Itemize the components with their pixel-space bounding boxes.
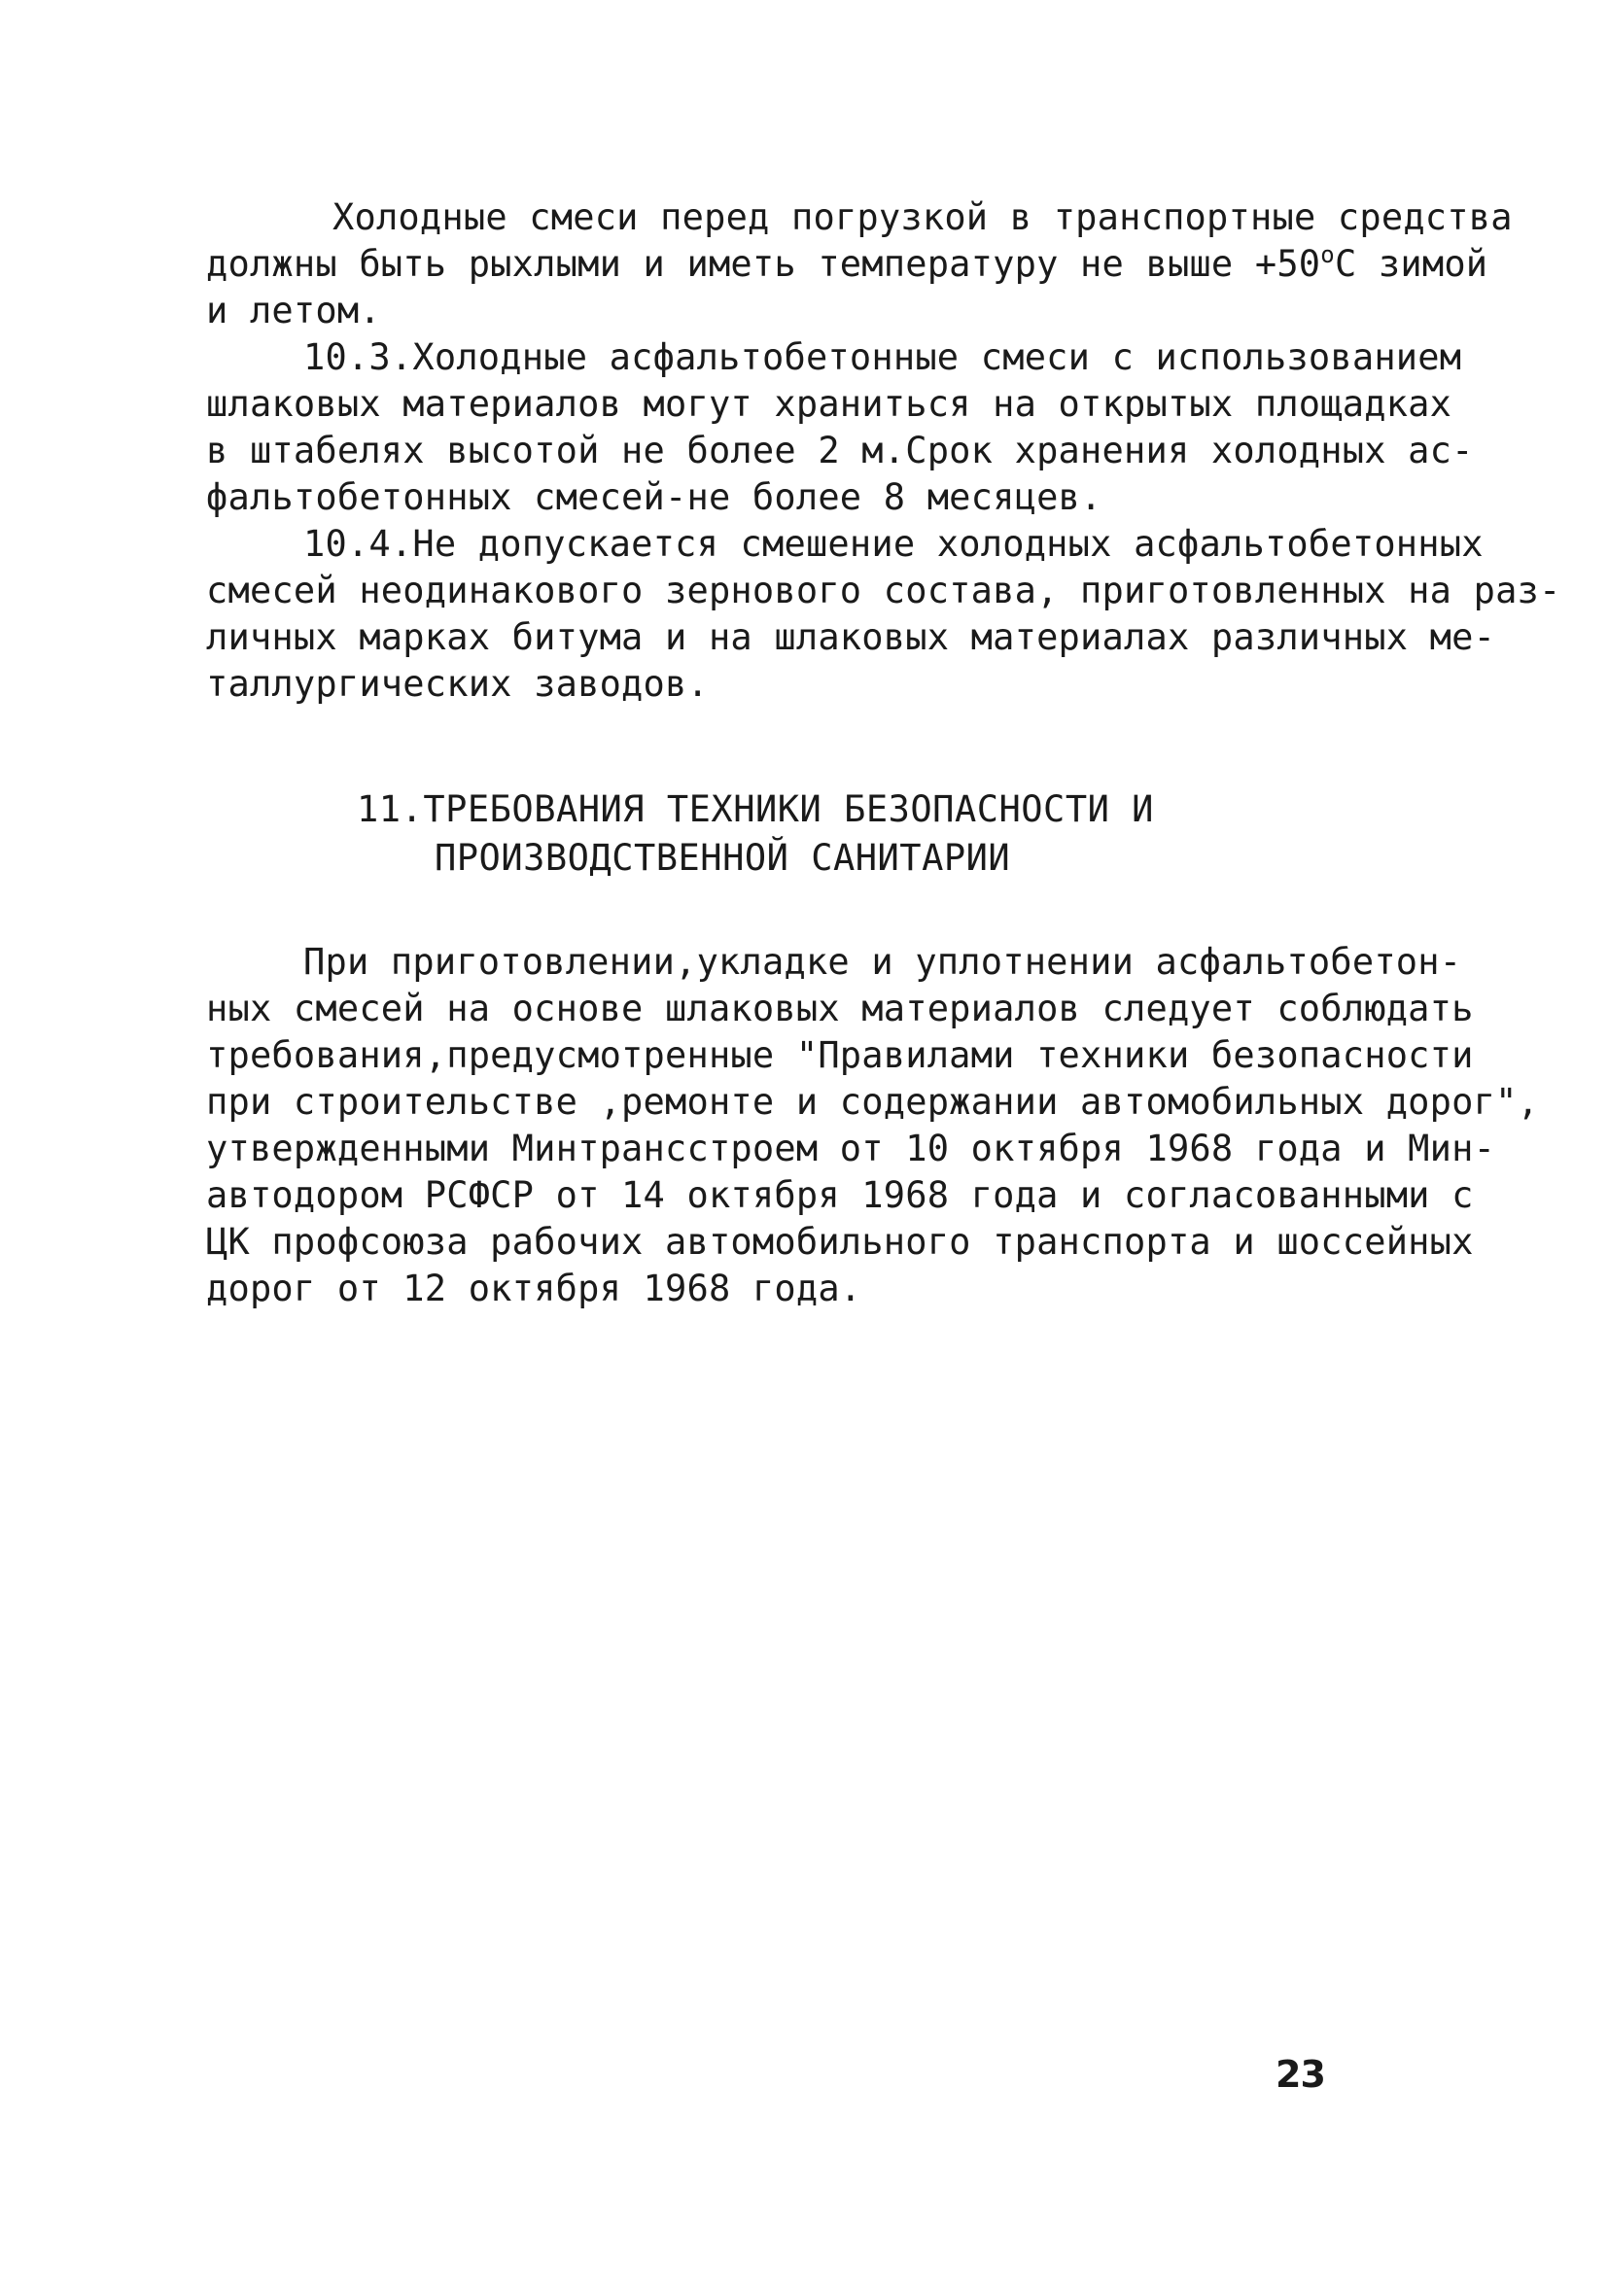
text-line: фальтобетонных смесей-не более 8 месяцев. [206, 476, 1102, 518]
text-line: При приготовлении,укладке и уплотнении асфальтобетон- [303, 941, 1462, 983]
text-line: ных смесей на основе шлаковых материалов следует соблюдать [206, 988, 1474, 1029]
temperature-unit-tail: С зимой [1334, 243, 1488, 285]
text-line: требования,предусмотренные "Правилами техники безопасности [206, 1034, 1474, 1076]
text-line-with-temperature [206, 241, 1488, 288]
text-line: утвержденными Минтрансстроем от 10 октября 1968 года и Мин- [206, 1128, 1496, 1169]
text-line: шлаковых материалов могут храниться на открытых площадках [206, 383, 1452, 425]
paragraph-10-4 [206, 521, 1561, 708]
text-line: таллургических заводов. [206, 663, 709, 705]
heading-line: 11.ТРЕБОВАНИЯ ТЕХНИКИ БЕЗОПАСНОСТИ И [357, 788, 1154, 830]
text-line: автодором РСФСР от 14 октября 1968 года и согласованными с [206, 1174, 1474, 1216]
heading-line: ПРОИЗВОДСТВЕННОЙ САНИТАРИИ [435, 837, 1011, 879]
text-line: и летом. [206, 290, 381, 331]
text-line: 10.3.Холодные асфальтобетонные смеси с использованием [303, 336, 1462, 378]
text-line: должны быть рыхлыми и иметь температуру не выше +50 [206, 243, 1321, 285]
text-line: 10.4.Не допускается смешение холодных асфальтобетонных [303, 523, 1484, 565]
degree-sign: о [1320, 241, 1335, 268]
text-line: дорог от 12 октября 1968 года. [206, 1268, 862, 1309]
text-line: ЦК профсоюза рабочих автомобильного транспорта и шоссейных [206, 1221, 1474, 1263]
paragraph-10-3 [206, 334, 1474, 521]
text-line: в штабелях высотой не более 2 м.Срок хранения холодных ас- [206, 430, 1474, 471]
text-line: Холодные смеси перед погрузкой в транспортные средства [332, 196, 1513, 238]
paragraph-safety-requirements [206, 939, 1540, 1312]
text-line: при строительстве ,ремонте и содержании автомобильных дорог", [206, 1081, 1540, 1123]
text-line: смесей неодинакового зернового состава, приготовленных на раз- [206, 570, 1561, 611]
text-line: личных марках битума и на шлаковых материалах различных ме- [206, 616, 1496, 658]
section-heading [206, 785, 1431, 883]
paragraph-cold-mixes [206, 194, 1513, 334]
page-number: 23 [1276, 2053, 1325, 2096]
